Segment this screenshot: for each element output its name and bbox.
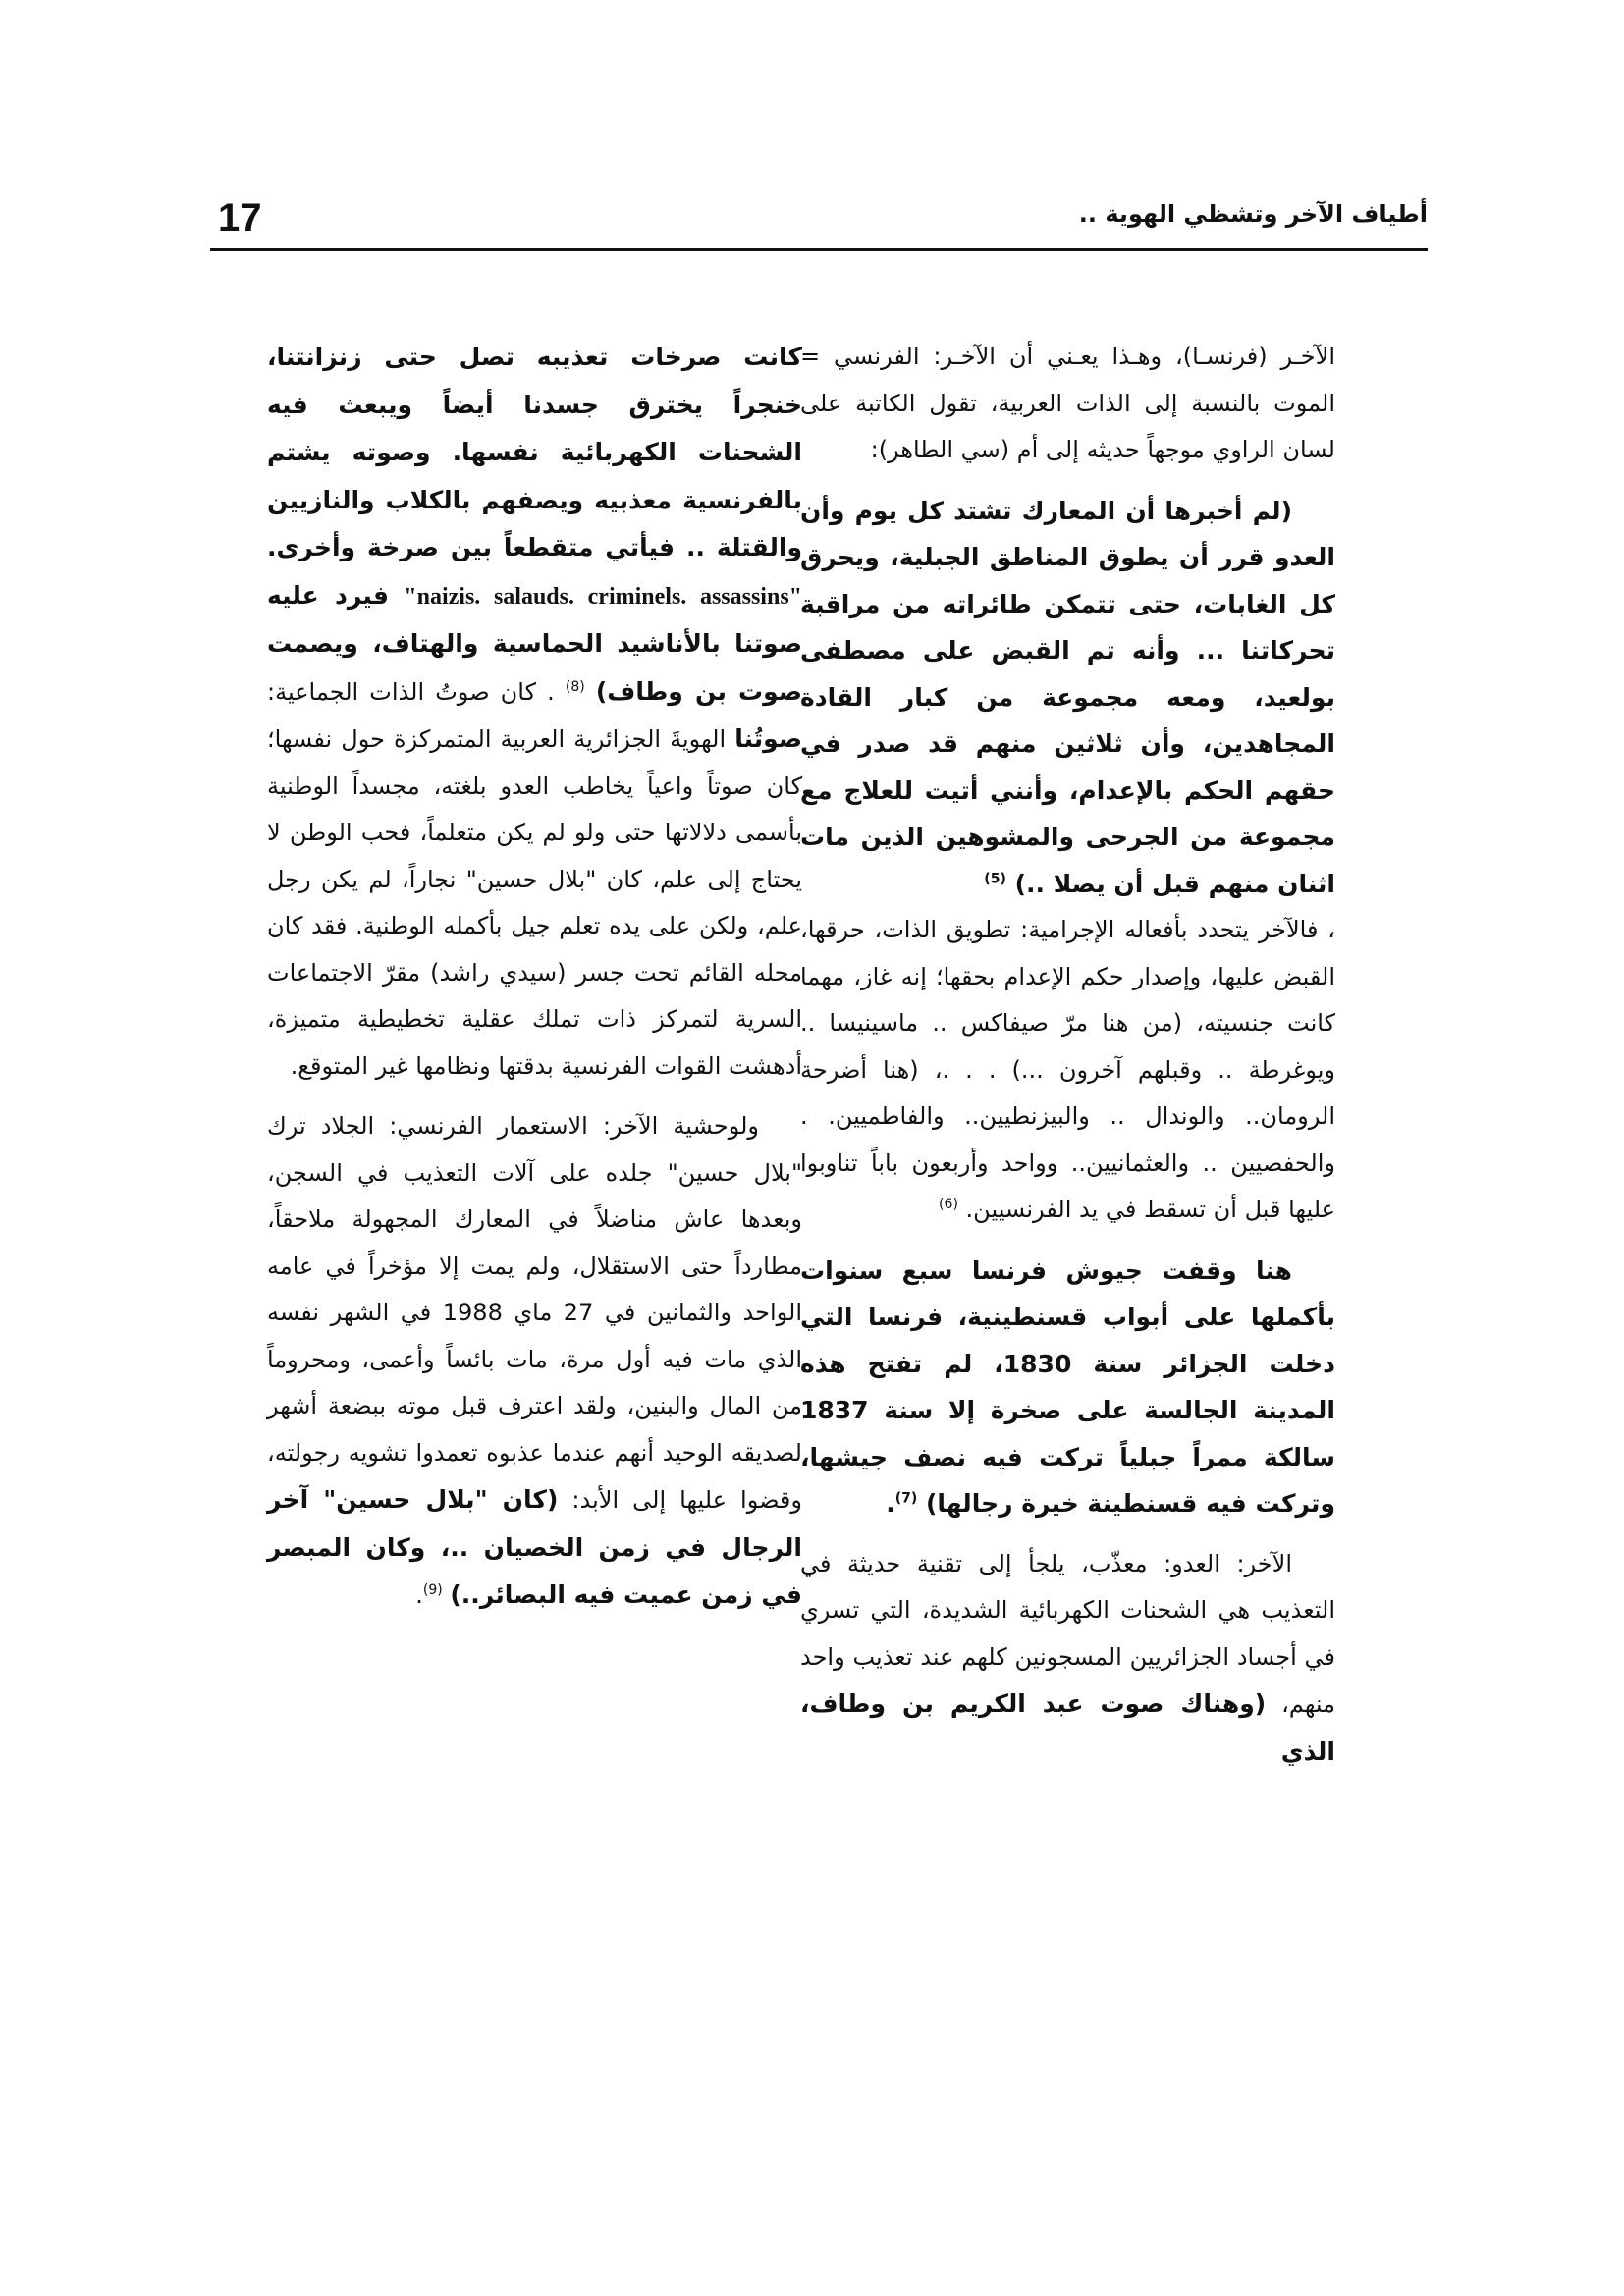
emphasis-text: صوتُنا <box>734 724 803 753</box>
page-number: 17 <box>218 196 262 240</box>
paragraph <box>800 334 1335 474</box>
french-words: "naizis. salauds. criminels. assassins" <box>404 583 802 610</box>
header-rule <box>210 248 1428 251</box>
footnote-ref: (9) <box>422 1582 443 1598</box>
paragraph-text: ولوحشية الآخر: الاستعمار الفرنسي: الجلاد ترك "بلال حسين" جلده على آلات التعذيب في السجن، وبعدها عاش مناضلاً في المعارك المجهولة ملاحقاً، مطارداً حتى الاستقلال، ولم يمت إلا مؤخراً في عامه الواحد والثمانين في 27 ماي 1988 في الشهر نفسه الذي مات فيه أول مرة، مات بائساً وأعمى، ومحروماً من المال والبنين، ولقد اعترف قبل موته ببضعة أشهر لصديقه الوحيد أنهم عندما عذبوه تعمدوا تشويه رجولته، وقضوا عليها إلى الأبد: <box>267 1112 802 1514</box>
quote-text: هنا وقفت جيوش فرنسا سبع سنوات بأكملها على أبواب قسنطينية، فرنسا التي دخلت الجزائر سنة 1830، لم تفتح هذه المدينة الجالسة على صخرة إلا سنة 1837 سالكة ممراً جبلياً تركت فيه نصف جيشها، وتركت فيه قسنطينة خيرة رجالها) <box>800 1255 1335 1518</box>
footnote-ref: (5) <box>984 871 1006 887</box>
paragraph <box>267 334 802 1090</box>
paragraph: ولوحشية الآخر: الاستعمار الفرنسي: الجلاد ترك "بلال حسين" جلده على آلات التعذيب في السجن، وبعدها عاش مناضلاً في المعارك المجهولة ملاحقاً، مطارداً حتى الاستقلال، ولم يمت إلا مؤخراً في عامه الواحد والثمانين في 27 ماي 1988 في الشهر نفسه الذي مات فيه أول مرة، مات بائساً وأعمى، ومحروماً من المال والبنين، ولقد اعترف قبل موته ببضعة أشهر لصديقه الوحيد أنهم عندما عذبوه تعمدوا تشويه رجولته، وقضوا عليها إلى الأبد: (كان "بلال حسين" آخر الرجال في زمن الخصيان ..، وكان المبصر في زمن عميت فيه البصائر..) $^{(9)}$. <box>267 1112 802 1609</box>
quote-text: فيرد عليه صوتنا بالأناشيد الحماسية والهتاف، ويصمت صوت بن وطاف) <box>267 580 802 706</box>
quote-text: كانت صرخات تعذيبه تصل حتى زنزانتنا، خنجراً يخترق جسدنا أيضاً ويبعث فيه الشحنات الكهربائية نفسها. وصوته يشتم بالفرنسية معذبيه ويصفهم بالكلاب والنازيين والقتلة .. فيأتي متقطعاً بين صرخة وأخرى. <box>267 343 802 561</box>
quote-text: (لم أخبرها أن المعارك تشتد كل يوم وأن العدو قرر أن يطوق المناطق الجبلية، ويحرق كل الغابات، حتى تتمكن طائراته من مراقبة تحركاتنا ... وأنه تم القبض على مصطفى بولعيد، ومعه مجموعة من كبار القادة المجاهدين، وأن ثلاثين منهم قد صدر في حقهم الحكم بالإعدام، وأنني أتيت للعلاج مع مجموعة من الجرحى والمشوهين الذين مات اثنان منهم قبل أن يصلا ..) <box>800 496 1335 898</box>
running-header <box>210 192 1428 251</box>
quote-text: (وهناك صوت عبد الكريم بن وطاف، الذي <box>800 1689 1335 1766</box>
footnote-ref: (7) <box>894 1490 918 1507</box>
paragraph-text: الهويةَ الجزائرية العربية المتمركزة حول نفسها؛ كان صوتاً واعياً يخاطب العدو بلغته، مجسداً الوطنية بأسمى دلالاتها حتى ولو لم يكن متعلماً، فحب الوطن لا يحتاج إلى علم، كان "بلال حسين" نجاراً، لم يكن رجل علم، ولكن على يده تعلم جيل بأكمله الوطنية. فقد كان محله القائم تحت جسر (سيدي راشد) مقرّ الاجتماعات السرية لتمركز ذات تملك عقلية تخطيطية متميزة، أدهشت القوات الفرنسية بدقتها ونظامها غير المتوقع. <box>267 725 802 1080</box>
paragraph <box>800 1541 1335 1777</box>
running-title: أطياف الآخر وتشظي الهوية .. <box>1078 200 1428 228</box>
footnote-ref: (6) <box>939 1197 958 1212</box>
paragraph <box>800 907 1335 1234</box>
paragraph-text: . كان صوتُ الذات الجماعية: <box>267 677 555 706</box>
paragraph-text: الآخر: العدو: معذّب، يلجأ إلى تقنية حديثة في التعذيب هي الشحنات الكهربائية الشديدة، التي تسري في أجساد الجزائريين المسجونين كلهم عند تعذيب واحد منهم، <box>800 1549 1335 1718</box>
right-column <box>800 334 1335 1776</box>
quote-paragraph <box>800 488 1335 908</box>
paragraph-text: الآخـر (فرنسـا)، وهـذا يعـني أن الآخـر: الفرنسي = الموت بالنسبة إلى الذات العربية، تقول الكاتبة على لسان الراوي موجهاً حديثه إلى أم (سي الطاهر): <box>800 343 1335 463</box>
quote-paragraph: هنا وقفت جيوش فرنسا سبع سنوات بأكملها على أبواب قسنطينية، فرنسا التي دخلت الجزائر سنة 1830، لم تفتح هذه المدينة الجالسة على صخرة إلا سنة 1837 سالكة ممراً جبلياً تركت فيه نصف جيشها، وتركت فيه قسنطينة خيرة رجالها) $^{(7)}$. <box>800 1255 1335 1518</box>
footnote-ref: (8) <box>565 678 585 695</box>
quote-text: (كان "بلال حسين" آخر الرجال في زمن الخصيان ..، وكان المبصر في زمن عميت فيه البصائر..) <box>267 1485 802 1609</box>
left-column <box>267 334 802 1620</box>
paragraph-text: ، فالآخر يتحدد بأفعاله الإجرامية: تطويق الذات، حرقها، القبض عليها، وإصدار حكم الإعدام بحقها؛ إنه غاز، مهما كانت جنسيته، (من هنا مرّ صيفاكس .. ماسينيسا .. ويوغرطة .. وقبلهم آخرون ...) . . .، (هنا أضرحة الرومان.. والوندال .. والبيزنطيين.. والفاطميين. . والحفصيين .. والعثمانيين.. وواحد وأربعون باباً تناوبوا عليها قبل أن تسقط في يد الفرنسيين. <box>800 916 1335 1223</box>
